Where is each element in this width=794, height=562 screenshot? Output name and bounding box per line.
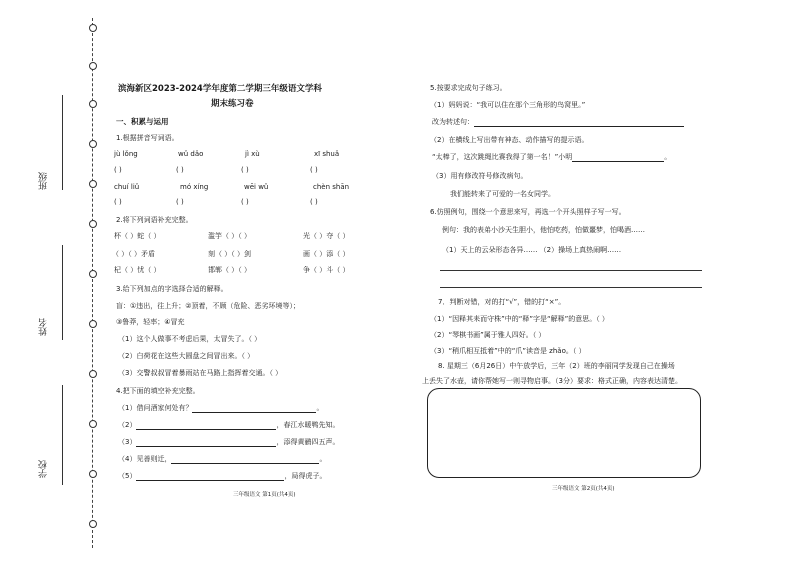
poem-fill-pre: （1）借问酒家何处有？ [118,404,193,412]
pinyin: chuí liǔ [114,183,140,191]
answer-blank[interactable]: ( ) [241,166,249,174]
binding-hole [89,420,97,428]
class-field[interactable] [62,95,63,190]
definitions: 盲：①违出，往上升；②顶着，不顾（危险、恶劣环境等）； [116,302,301,310]
answer-line[interactable] [572,153,664,162]
pinyin: jù lǒng [114,150,138,158]
pinyin: mó xíng [180,183,209,191]
exam-subtitle: 期末练习卷 [211,99,254,109]
question-1: 1.根据拼音写词语。 [116,134,179,142]
poem-fill[interactable] [118,438,339,447]
poem-fill-pre: （3） [118,438,137,446]
answer-line[interactable] [136,421,276,430]
answer-line[interactable] [474,118,684,127]
q5-sentence: 我们能转来了可爱的一名女同学。 [450,190,555,198]
poem-fill-post: ，春江水暖鸭先知。 [276,421,340,429]
binding-hole [89,140,97,148]
q3-item[interactable]: （1）这个人做事不考虑后果，太冒失了。（ ） [118,335,262,343]
q5-period: 。 [664,153,672,161]
page-footer: 三年级语文 第1页(共4页) [233,492,296,498]
class-label: 班级 [39,172,49,190]
binding-hole [89,24,97,32]
poem-fill[interactable] [118,421,339,430]
idiom-fill[interactable]: 刻（ ）（ ）剑 [208,250,251,258]
poem-fill[interactable] [118,404,323,413]
q6-choices[interactable]: （1）天上的云朵形态各异…… （2）操场上真热闹啊…… [442,246,622,254]
q5-item: （2）在横线上写出带有神态、动作描写的提示语。 [430,136,589,144]
idiom-fill[interactable]: （ ）（ ）矛盾 [112,250,155,258]
poem-fill[interactable] [118,472,326,481]
pinyin: jì xù [245,150,260,158]
question-8-cont: 上丢失了水壶，请你帮她写一则寻物启事。（3分）要求：格式正确，内容表达清楚。 [422,377,682,385]
binding-hole [89,370,97,378]
answer-box[interactable] [427,388,701,478]
poem-fill-post: 。 [319,455,327,463]
definitions: ③鲁莽，轻率；④冒充 [116,318,185,326]
q5-item: （1）妈妈说：“我可以住在那个三角形的鸟窝里。” [430,101,586,109]
answer-blank[interactable]: ( ) [176,198,184,206]
q7-item[interactable]: （3）“稍爪相互抵着”中的“爪”读音是 zhǎo。（ ） [430,347,586,355]
writing-line[interactable] [440,270,702,271]
q7-item[interactable]: （2）“琴棋书画”属于雅人四好。（ ） [430,331,546,339]
poem-fill-post: ，局得虎子。 [284,472,327,480]
answer-line[interactable] [136,438,276,447]
question-5: 5.按要求完成句子练习。 [430,84,507,92]
pinyin: xī shuǎ [314,150,340,158]
question-2: 2.将下列词语补充完整。 [116,216,193,224]
pinyin: wǔ dǎo [178,150,204,158]
exam-title: 滨海新区2023-2024学年度第二学期三年级语文学科 [118,84,322,94]
answer-blank[interactable]: ( ) [310,198,318,206]
name-field[interactable] [62,245,63,340]
q7-item[interactable]: （1）“因释其耒而守株”中的“释”字是“解释”的意思。（ ） [430,315,609,323]
answer-line[interactable] [192,404,316,413]
answer-blank[interactable]: ( ) [176,166,184,174]
answer-line[interactable] [136,472,284,481]
q5-prompt: 改为转述句： [432,118,474,126]
answer-blank[interactable]: ( ) [114,198,122,206]
idiom-fill[interactable]: 滥竽（ ）（ ） [208,232,251,240]
q6-example: 例句：我的表弟小沙天生胆小，他怕吃药，怕做噩梦，怕喝酒…… [442,226,645,234]
pinyin: chèn shān [313,183,350,191]
q5-item[interactable] [432,153,671,162]
idiom-fill[interactable]: 杯（ ）蛇（ ） [114,232,161,240]
idiom-fill[interactable]: 邯郸（ ）（ ） [208,266,251,274]
poem-fill-post: 。 [316,404,324,412]
binding-hole [89,62,97,70]
q5-item[interactable] [432,118,684,127]
answer-line[interactable] [171,455,319,464]
answer-blank[interactable]: ( ) [310,166,318,174]
writing-line[interactable] [440,287,702,288]
poem-fill-pre: （2） [118,421,137,429]
q3-item[interactable]: （3）交警叔叔冒着暴雨站在马路上指挥着交通。（ ） [118,369,283,377]
binding-fold-line [92,18,93,548]
question-6: 6.仿照例句，围绕一个意思来写，再选一个开头照样子写一写。 [430,208,626,216]
pinyin: wēi wǔ [244,183,269,191]
poem-fill-post: ，添得黄鹂四五声。 [276,438,340,446]
q3-item[interactable]: （2）白荷花在这些大圆盘之间冒出来。（ ） [118,352,255,360]
name-label: 姓名 [39,318,49,336]
idiom-fill[interactable]: 光（ ）夺（ ） [303,232,350,240]
binding-hole [89,320,97,328]
section-heading: 一、积累与运用 [116,117,169,126]
q5-prompt: “太棒了，这次跳绳比赛我得了第一名！”小明 [432,153,573,161]
poem-fill-pre: （4）见善则迁， [118,455,172,463]
idiom-fill[interactable]: 争（ ）斗（ ） [303,266,350,274]
binding-hole [89,100,97,108]
binding-hole [89,180,97,188]
binding-hole [89,520,97,528]
answer-blank[interactable]: ( ) [241,198,249,206]
idiom-fill[interactable]: 杞（ ）忧（ ） [114,266,161,274]
poem-fill-pre: （5） [118,472,137,480]
question-4: 4.把下面的填空补充完整。 [116,387,200,395]
q5-item: （3）用有修改符号修改病句。 [432,172,528,180]
school-label: 学校 [39,460,49,478]
question-3: 3.给下列加点的字选择合适的解释。 [116,285,228,293]
page-footer: 三年级语文 第2页(共4页) [552,486,615,492]
answer-blank[interactable]: ( ) [114,166,122,174]
poem-fill[interactable] [118,455,326,464]
school-field[interactable] [62,385,63,485]
binding-hole [89,270,97,278]
question-7: 7．判断对错，对的打“√”，错的打“×”。 [438,298,566,306]
binding-hole [89,220,97,228]
idiom-fill[interactable]: 画（ ）添（ ） [303,250,350,258]
question-8: 8. 星期三（6月26日）中午放学后，三年（2）班的李丽同学发现自己在操场 [438,362,675,370]
binding-hole [89,470,97,478]
